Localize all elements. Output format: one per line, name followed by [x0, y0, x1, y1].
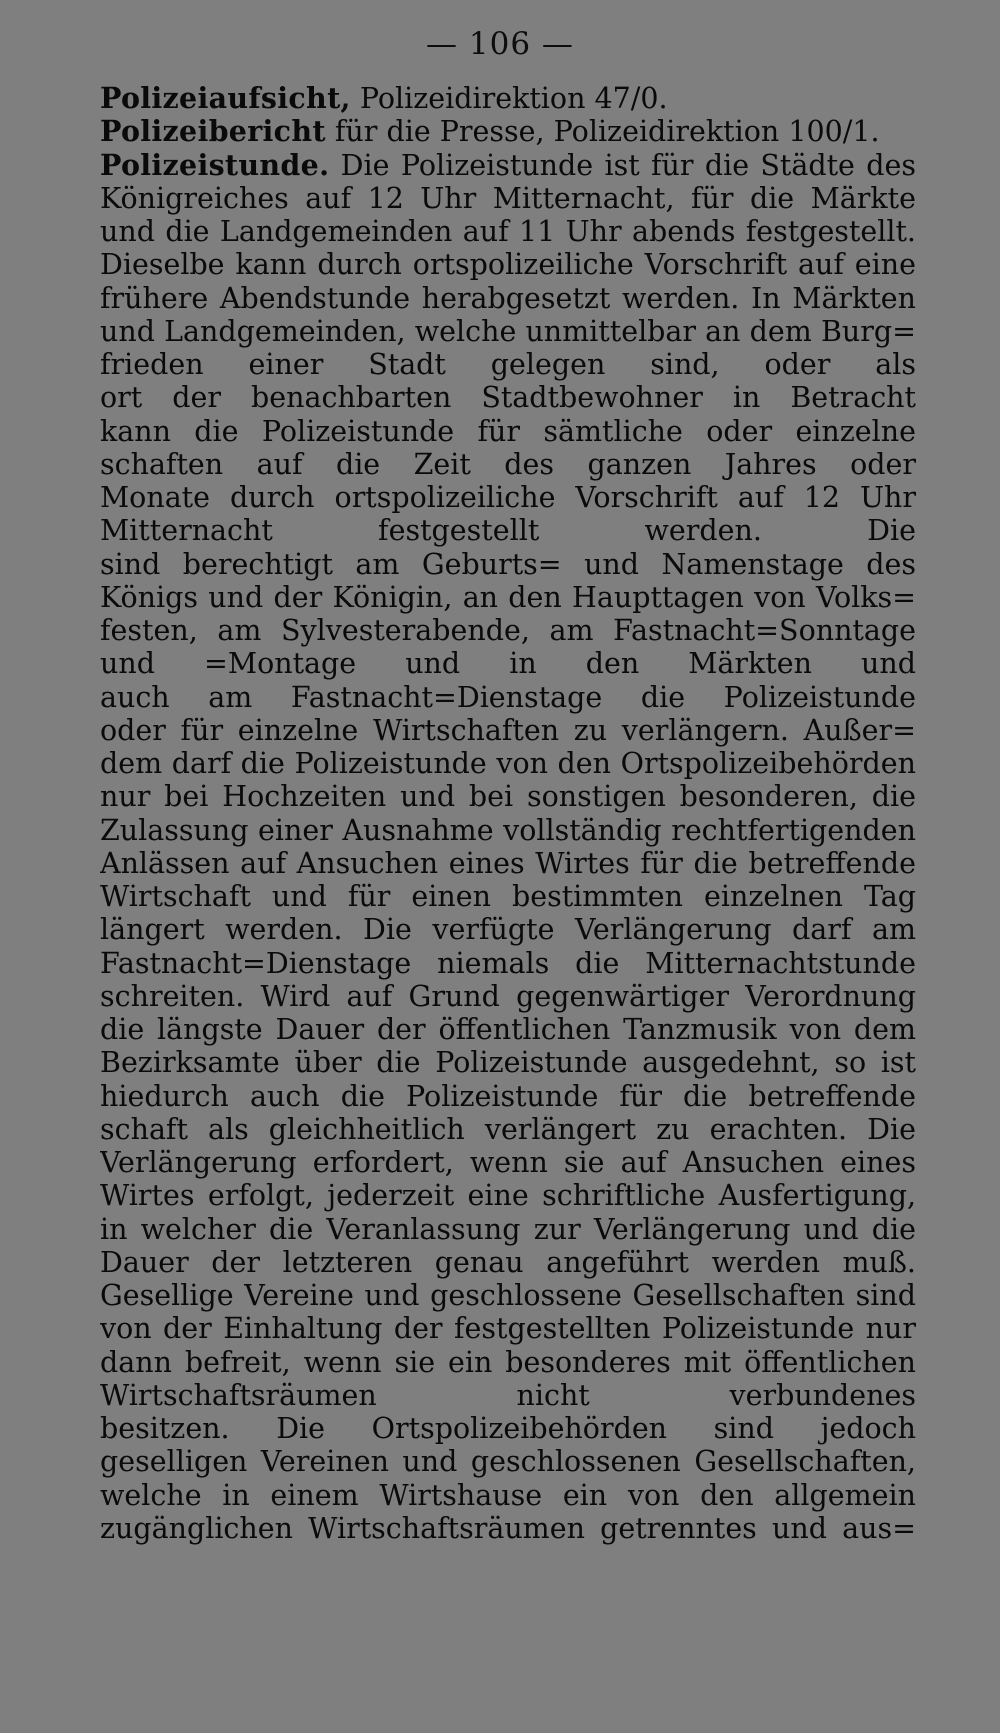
text-line: auch am Fastnacht=Dienstage die Polizeistunde	[100, 680, 916, 714]
text-line: in welcher die Veranlassung zur Verlängerung und die	[100, 1212, 916, 1246]
text-line: Verlängerung erfordert, wenn sie auf Ansuchen eines	[100, 1146, 916, 1179]
text-line: Mitternacht festgestellt werden. Die	[100, 514, 916, 548]
text-line: Wirtschaft und für einen bestimmten einzelnen Tag	[100, 880, 916, 913]
text-line: nur bei Hochzeiten und bei sonstigen besonderen, die	[100, 780, 916, 814]
entry-polizeiaufsicht	[100, 82, 916, 115]
text-line: Bezirksamte über die Polizeistunde ausgedehnt, so ist	[100, 1046, 916, 1080]
text-line: Dieselbe kann durch ortspolizeiliche Vorschrift auf eine	[100, 248, 916, 282]
entry-first-line	[100, 149, 916, 182]
text-line: frieden einer Stadt gelegen sind, oder als	[100, 348, 916, 381]
text-line: dann befreit, wenn sie ein besonderes mit öffentlichen	[100, 1345, 916, 1379]
text-line: Zulassung einer Ausnahme vollständig rechtfertigenden	[100, 813, 916, 847]
text-line: frühere Abendstunde herabgesetzt werden. In Märkten	[100, 281, 916, 315]
text-line: schaften auf die Zeit des ganzen Jahres oder	[100, 447, 916, 481]
text-line: schaft als gleichheitlich verlängert zu erachten. Die	[100, 1112, 916, 1146]
text-line: und =Montage und in den Märkten und	[100, 647, 916, 681]
entry-line	[100, 82, 916, 115]
text-line: besitzen. Die Ortspolizeibehörden sind jedoch	[100, 1412, 916, 1445]
text-line: oder für einzelne Wirtschaften zu verlängern. Außer=	[100, 713, 916, 747]
page-number: — 106 —	[426, 26, 574, 62]
text-line: hiedurch auch die Polizeistunde für die betreffende	[100, 1079, 916, 1113]
text-line: ort der benachbarten Stadtbewohner in Betracht	[100, 381, 916, 415]
text-line: von der Einhaltung der festgestellten Polizeistunde nur	[100, 1312, 916, 1346]
text-line: Monate durch ortspolizeiliche Vorschrift auf 12 Uhr	[100, 481, 916, 514]
text-line: die längste Dauer der öffentlichen Tanzmusik von dem	[100, 1013, 916, 1046]
entry-polizeibericht	[100, 115, 916, 148]
entry-heading: Polizeibericht	[100, 115, 326, 149]
text-line: und die Landgemeinden auf 11 Uhr abends festgestellt.	[100, 215, 916, 248]
entry-list	[100, 82, 916, 1545]
text-line: Dauer der letzteren genau angeführt werden muß.	[100, 1245, 916, 1279]
text-line: und Landgemeinden, welche unmittelbar an dem Burg=	[100, 314, 916, 348]
text-line: kann die Polizeistunde für sämtliche oder einzelne	[100, 414, 916, 448]
text-line: Königreiches auf 12 Uhr Mitternacht, für die Märkte	[100, 181, 916, 215]
text-line: Wirtschaftsräumen nicht verbundenes	[100, 1378, 916, 1412]
text-line: welche in einem Wirtshause ein von den allgemein	[100, 1478, 916, 1512]
text-line: dem darf die Polizeistunde von den Ortspolizeibehörden	[100, 747, 916, 780]
entry-text: Die Polizeistunde ist für die Städte des	[340, 148, 916, 182]
text-line: zugänglichen Wirtschaftsräumen getrenntes und aus=	[100, 1511, 916, 1545]
text-line: Anlässen auf Ansuchen eines Wirtes für die betreffende	[100, 846, 916, 880]
entry-text: Polizeidirektion 47/0.	[359, 82, 668, 115]
text-line: sind berechtigt am Geburts= und Namenstage des	[100, 547, 916, 581]
text-line: schreiten. Wird auf Grund gegenwärtiger Verordnung	[100, 979, 916, 1013]
text-line: längert werden. Die verfügte Verlängerung darf am	[100, 913, 916, 947]
entry-body	[100, 182, 916, 1545]
text-line: geselligen Vereinen und geschlossenen Gesellschaften,	[100, 1445, 916, 1479]
text-line: Gesellige Vereine und geschlossene Gesellschaften sind	[100, 1279, 916, 1312]
entry-polizeistunde	[100, 149, 916, 1546]
entry-line	[100, 115, 916, 148]
text-line: festen, am Sylvesterabende, am Fastnacht=Sonntage	[100, 614, 916, 647]
entry-heading: Polizeistunde.	[100, 148, 330, 182]
entry-heading: Polizeiaufsicht,	[100, 82, 351, 115]
text-line: Wirtes erfolgt, jederzeit eine schriftliche Ausfertigung,	[100, 1179, 916, 1213]
entry-text: für die Presse, Polizeidirektion 100/1.	[334, 115, 880, 149]
text-line: Fastnacht=Dienstage niemals die Mitternachtstunde	[100, 946, 916, 980]
text-line: Königs und der Königin, an den Haupttagen von Volks=	[100, 580, 916, 614]
